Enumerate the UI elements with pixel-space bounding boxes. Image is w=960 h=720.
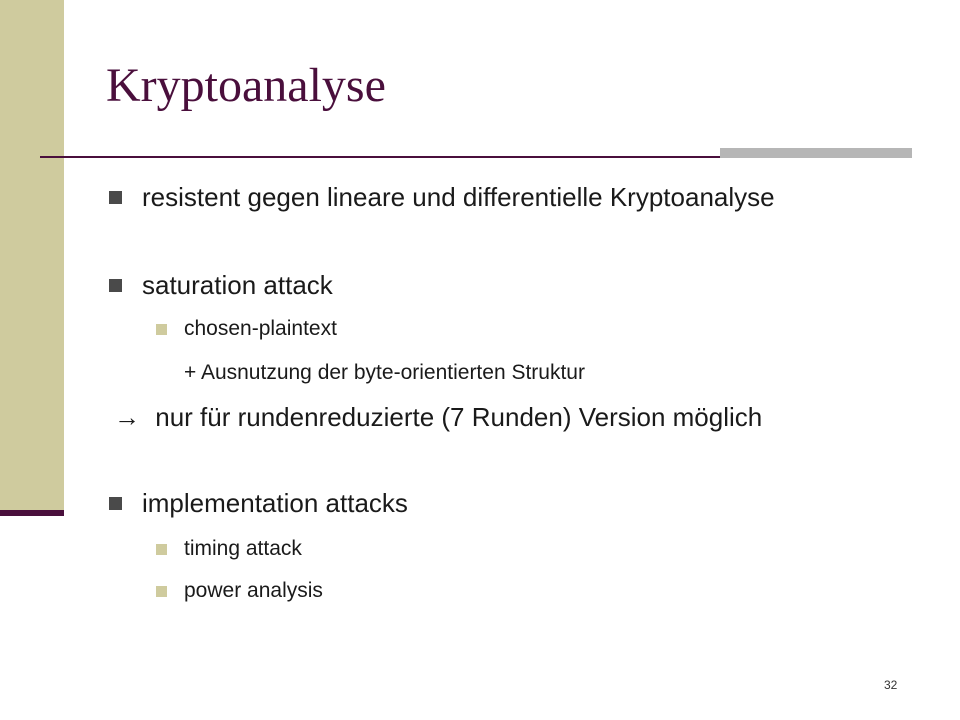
sub-bullet-text: + Ausnutzung der byte-orientierten Struktur <box>184 361 585 384</box>
sub-bullet-continuation <box>184 362 585 383</box>
square-bullet-icon <box>156 544 167 555</box>
sub-bullet-timing-attack <box>184 538 302 559</box>
title-underline-accent <box>720 148 912 158</box>
sub-bullet-chosen-plaintext <box>184 318 337 339</box>
sub-bullet-text: chosen-plaintext <box>184 317 337 340</box>
sub-bullet-power-analysis <box>184 580 323 601</box>
decorative-left-bar <box>0 0 64 512</box>
bullet-text: resistent gegen lineare und differentielle Kryptoanalyse <box>142 182 775 212</box>
sub-bullet-text: timing attack <box>184 537 302 560</box>
bullet-item-resistance <box>142 184 775 210</box>
square-bullet-icon <box>109 191 122 204</box>
square-bullet-icon <box>156 324 167 335</box>
conclusion-line <box>114 404 762 430</box>
bullet-item-saturation-attack <box>142 272 333 298</box>
square-bullet-icon <box>156 586 167 597</box>
slide-title: Kryptoanalyse <box>106 59 386 112</box>
bullet-text: implementation attacks <box>142 488 408 518</box>
conclusion-text: nur für rundenreduzierte (7 Runden) Version möglich <box>155 402 763 432</box>
square-bullet-icon <box>109 497 122 510</box>
sub-bullet-text: power analysis <box>184 579 323 602</box>
bullet-text: saturation attack <box>142 270 333 300</box>
decorative-left-bar-accent <box>0 510 64 516</box>
bullet-item-implementation-attacks <box>142 490 408 516</box>
arrow-right-icon: → <box>114 402 140 432</box>
square-bullet-icon <box>109 279 122 292</box>
page-number: 32 <box>884 678 898 692</box>
